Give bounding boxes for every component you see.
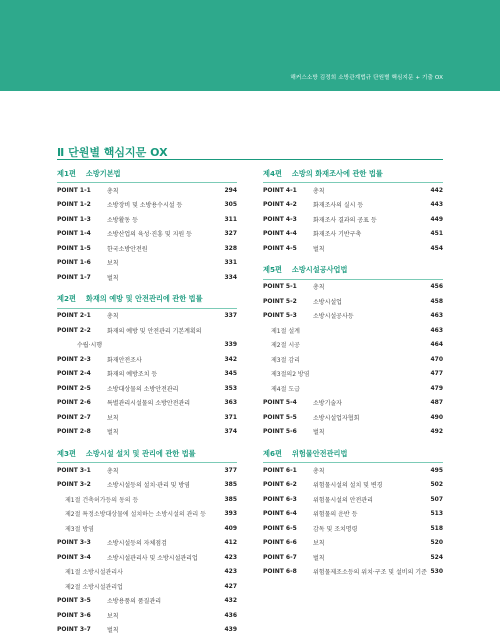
toc-entry[interactable] [263, 478, 443, 493]
entry-page-number: 353 [224, 385, 237, 392]
entry-page-number: 490 [430, 414, 443, 421]
entry-code: POINT 3-7 [57, 626, 107, 633]
toc-entry[interactable] [57, 352, 237, 367]
toc-entry[interactable] [263, 425, 443, 440]
entry-page-number: 339 [224, 341, 237, 348]
entry-title: 한국소방안전원 [107, 244, 224, 253]
entry-page-number: 454 [430, 245, 443, 252]
entry-code: POINT 3-2 [57, 481, 107, 488]
entry-page-number: 502 [430, 481, 443, 488]
entry-page-number: 342 [224, 356, 237, 363]
chapter-title: 화재의 예방 및 안전관리에 관한 법률 [86, 294, 203, 304]
entry-page-number: 305 [224, 201, 237, 208]
entry-page-number: 423 [224, 568, 237, 575]
chapter-title: 소방의 화재조사에 관한 법률 [292, 169, 383, 179]
entry-title: 보칙 [313, 538, 430, 547]
toc-title-rule [57, 159, 443, 160]
toc-entry[interactable] [263, 183, 443, 198]
entry-title: 소방기술자 [313, 398, 430, 407]
entry-title: 소방시설등의 설치·관리 및 방염 [107, 480, 224, 489]
chapter-number: 제2편 [57, 294, 76, 304]
entry-page-number: 470 [430, 356, 443, 363]
entry-page-number: 439 [224, 626, 237, 633]
toc-entry[interactable] [263, 241, 443, 256]
entry-page-number: 331 [224, 259, 237, 266]
toc-entry[interactable] [263, 396, 443, 411]
entry-code: POINT 6-8 [263, 568, 313, 575]
entry-code: POINT 1-6 [57, 259, 107, 266]
entry-code: POINT 4-2 [263, 201, 313, 208]
entry-title: 보칙 [107, 258, 224, 267]
entry-code: POINT 2-8 [57, 428, 107, 435]
toc-entry[interactable] [57, 227, 237, 242]
entry-code: POINT 1-5 [57, 245, 107, 252]
toc-entry[interactable] [263, 212, 443, 227]
entry-code: POINT 5-5 [263, 414, 313, 421]
entry-title: 위험물의 운반 등 [313, 509, 430, 518]
entry-title: 제2절 소방시설관리업 [65, 582, 224, 591]
entry-title: 총칙 [107, 186, 224, 195]
entry-page-number: 513 [430, 510, 443, 517]
entry-code: POINT 6-6 [263, 539, 313, 546]
entry-title: 화재조사의 실시 등 [313, 200, 430, 209]
entry-page-number: 530 [430, 568, 443, 575]
entry-page-number: 363 [224, 399, 237, 406]
toc-entry[interactable] [263, 463, 443, 478]
toc-entry[interactable] [263, 521, 443, 536]
entry-page-number: 518 [430, 525, 443, 532]
entry-title: 벌칙 [107, 625, 224, 634]
entry-code: POINT 6-4 [263, 510, 313, 517]
chapter-heading[interactable] [57, 291, 237, 309]
entry-page-number: 456 [430, 283, 443, 290]
toc-entry[interactable] [57, 198, 237, 213]
toc-entry[interactable] [263, 507, 443, 522]
entry-title: 소방시설관리사 및 소방시설관리업 [107, 553, 224, 562]
entry-page-number: 412 [224, 539, 237, 546]
toc-entry[interactable] [263, 492, 443, 507]
entry-page-number: 449 [430, 216, 443, 223]
chapter-heading[interactable] [263, 165, 443, 183]
chapter-heading[interactable] [263, 262, 443, 280]
chapter-heading[interactable] [57, 165, 237, 183]
entry-page-number: 458 [430, 298, 443, 305]
entry-title: 제3절 감리 [271, 355, 430, 364]
chapter-number: 제3편 [57, 449, 76, 459]
entry-code: POINT 5-1 [263, 283, 313, 290]
toc-entry[interactable] [57, 623, 237, 637]
entry-title: 총칙 [313, 282, 430, 291]
entry-code: POINT 1-4 [57, 230, 107, 237]
chapter-heading[interactable] [263, 445, 443, 463]
entry-code: POINT 2-7 [57, 414, 107, 421]
toc-entry[interactable] [263, 536, 443, 551]
entry-title: 제3절 방염 [65, 524, 224, 533]
toc-entry[interactable] [263, 309, 443, 324]
toc-entry[interactable] [263, 565, 443, 580]
chapter-number: 제5편 [263, 265, 282, 275]
entry-code: POINT 2-1 [57, 312, 107, 319]
entry-code: POINT 1-2 [57, 201, 107, 208]
chapter-number: 제4편 [263, 169, 282, 179]
entry-page-number: 374 [224, 428, 237, 435]
toc-entry[interactable] [57, 594, 237, 609]
entry-title: 총칙 [107, 466, 224, 475]
toc-subentry[interactable] [263, 323, 443, 338]
entry-page-number: 477 [430, 370, 443, 377]
entry-code: POINT 6-3 [263, 496, 313, 503]
entry-page-number: 334 [224, 274, 237, 281]
toc-entry[interactable] [57, 410, 237, 425]
toc-right-column [263, 165, 443, 579]
chapter-number: 제6편 [263, 449, 282, 459]
entry-code: POINT 6-5 [263, 525, 313, 532]
entry-code: POINT 1-7 [57, 274, 107, 281]
entry-title: 화재의 예방 및 안전관리 기본계획의 [107, 326, 237, 335]
toc-entry[interactable] [57, 256, 237, 271]
entry-page-number: 492 [430, 428, 443, 435]
toc-subentry[interactable] [57, 565, 237, 580]
running-header: 해커스소방 김정희 소방관계법규 단원별 핵심지문 + 기출 OX [290, 73, 443, 81]
entry-title: 화재안전조사 [107, 355, 224, 364]
entry-page-number: 520 [430, 539, 443, 546]
entry-title: 제1절 소방시설관리사 [65, 567, 224, 576]
entry-title: 벌칙 [313, 244, 430, 253]
entry-title: 제4절 도급 [271, 384, 430, 393]
entry-page-number: 507 [430, 496, 443, 503]
entry-title: 제2절 시공 [271, 340, 430, 349]
entry-page-number: 495 [430, 467, 443, 474]
toc-subentry[interactable] [263, 367, 443, 382]
entry-title: 위험물시설의 설치 및 변경 [313, 480, 430, 489]
entry-code: POINT 3-5 [57, 597, 107, 604]
entry-title: 소방시설업자협회 [313, 413, 430, 422]
entry-title: 소방장비 및 소방용수시설 등 [107, 200, 224, 209]
entry-code: POINT 3-4 [57, 554, 107, 561]
entry-title: 총칙 [107, 311, 224, 320]
toc-subentry[interactable] [263, 352, 443, 367]
entry-code: POINT 6-7 [263, 554, 313, 561]
entry-title: 벌칙 [313, 427, 430, 436]
toc-entry[interactable] [57, 608, 237, 623]
entry-title: 소방용품의 품질관리 [107, 596, 224, 605]
entry-title: 벌칙 [107, 427, 224, 436]
entry-page-number: 451 [430, 230, 443, 237]
entry-page-number: 385 [224, 481, 237, 488]
entry-page-number: 371 [224, 414, 237, 421]
toc-title: Ⅱ 단원별 핵심지문 OX [57, 144, 168, 160]
toc-entry[interactable] [57, 463, 237, 478]
entry-page-number: 479 [430, 385, 443, 392]
entry-page-number: 524 [430, 554, 443, 561]
toc-subentry[interactable] [57, 507, 237, 522]
entry-page-number: 427 [224, 583, 237, 590]
toc-entry[interactable] [263, 198, 443, 213]
entry-title: 제1절 건축허가등의 동의 등 [65, 495, 224, 504]
entry-title: 화재의 예방조치 등 [107, 369, 224, 378]
entry-page-number: 443 [430, 201, 443, 208]
entry-page-number: 463 [430, 327, 443, 334]
entry-title: 위험물시설의 안전관리 [313, 495, 430, 504]
entry-code: POINT 3-6 [57, 612, 107, 619]
toc-left-column [57, 165, 237, 637]
chapter-title: 소방기본법 [86, 169, 121, 179]
entry-code: POINT 4-3 [263, 216, 313, 223]
entry-page-number: 409 [224, 525, 237, 532]
entry-title: 벌칙 [107, 273, 224, 282]
entry-code: POINT 4-1 [263, 187, 313, 194]
toc-subentry[interactable] [57, 492, 237, 507]
toc-entry[interactable] [57, 381, 237, 396]
entry-code: POINT 1-1 [57, 187, 107, 194]
entry-page-number: 337 [224, 312, 237, 319]
toc-entry[interactable] [57, 183, 237, 198]
entry-title: 위험물제조소등의 위치·구조 및 설비의 기준 [313, 567, 430, 576]
chapter-title: 소방시설 설치 및 관리에 관한 법률 [86, 449, 196, 459]
entry-title: 보칙 [107, 413, 224, 422]
entry-page-number: 393 [224, 510, 237, 517]
entry-code: POINT 5-2 [263, 298, 313, 305]
entry-code: POINT 5-6 [263, 428, 313, 435]
toc-entry[interactable] [263, 280, 443, 295]
entry-code: POINT 6-1 [263, 467, 313, 474]
entry-page-number: 423 [224, 554, 237, 561]
header-band [0, 0, 500, 91]
entry-code: POINT 2-4 [57, 370, 107, 377]
toc-subentry[interactable] [57, 579, 237, 594]
toc-entry[interactable] [57, 536, 237, 551]
entry-title: 화재조사 기반구축 [313, 229, 430, 238]
toc-subentry[interactable] [263, 381, 443, 396]
entry-title: 벌칙 [313, 553, 430, 562]
entry-page-number: 328 [224, 245, 237, 252]
entry-title: 감독 및 조치명령 [313, 524, 430, 533]
toc-entry[interactable] [57, 323, 237, 338]
chapter-heading[interactable] [57, 445, 237, 463]
entry-title: 수립·시행 [77, 340, 224, 349]
entry-code: POINT 4-5 [263, 245, 313, 252]
toc-entry[interactable] [263, 294, 443, 309]
toc-entry[interactable] [57, 550, 237, 565]
toc-entry[interactable] [57, 212, 237, 227]
entry-title: 소방산업의 육성·진흥 및 지원 등 [107, 229, 224, 238]
toc-subentry[interactable] [263, 338, 443, 353]
entry-page-number: 327 [224, 230, 237, 237]
entry-page-number: 311 [224, 216, 237, 223]
chapter-title: 위험물안전관리법 [292, 449, 348, 459]
entry-page-number: 487 [430, 399, 443, 406]
toc-entry[interactable] [57, 309, 237, 324]
entry-title: 특별관리시설물의 소방안전관리 [107, 398, 224, 407]
entry-page-number: 442 [430, 187, 443, 194]
chapter-number: 제1편 [57, 169, 76, 179]
entry-code: POINT 2-5 [57, 385, 107, 392]
chapter-title: 소방시설공사업법 [292, 265, 348, 275]
entry-title: 총칙 [313, 466, 430, 475]
entry-page-number: 464 [430, 341, 443, 348]
toc-entry[interactable] [57, 270, 237, 285]
entry-title: 소방활동 등 [107, 215, 224, 224]
entry-page-number: 463 [430, 312, 443, 319]
entry-code: POINT 5-3 [263, 312, 313, 319]
entry-code: POINT 3-1 [57, 467, 107, 474]
toc-entry[interactable] [57, 396, 237, 411]
toc-entry[interactable] [57, 425, 237, 440]
toc-entry[interactable] [263, 410, 443, 425]
entry-code: POINT 5-4 [263, 399, 313, 406]
toc-entry[interactable] [57, 478, 237, 493]
entry-title: 보칙 [107, 611, 224, 620]
entry-title: 소방시설등의 자체점검 [107, 538, 224, 547]
entry-code: POINT 2-3 [57, 356, 107, 363]
entry-title: 제3절의2 방염 [271, 369, 430, 378]
toc-entry[interactable] [57, 241, 237, 256]
entry-page-number: 432 [224, 597, 237, 604]
entry-title: 총칙 [313, 186, 430, 195]
entry-code: POINT 2-6 [57, 399, 107, 406]
entry-title: 소방대상물의 소방안전관리 [107, 384, 224, 393]
entry-title: 소방시설공사등 [313, 311, 430, 320]
entry-page-number: 385 [224, 496, 237, 503]
entry-code: POINT 6-2 [263, 481, 313, 488]
entry-title: 화재조사 결과의 공표 등 [313, 215, 430, 224]
entry-page-number: 294 [224, 187, 237, 194]
entry-title: 소방시설업 [313, 297, 430, 306]
toc-entry[interactable] [263, 227, 443, 242]
entry-page-number: 377 [224, 467, 237, 474]
entry-title: 제1절 설계 [271, 326, 430, 335]
toc-subentry[interactable] [57, 521, 237, 536]
entry-code: POINT 4-4 [263, 230, 313, 237]
toc-entry[interactable] [57, 338, 237, 353]
toc-entry[interactable] [263, 550, 443, 565]
entry-page-number: 345 [224, 370, 237, 377]
toc-entry[interactable] [57, 367, 237, 382]
entry-code: POINT 2-2 [57, 327, 107, 334]
entry-page-number: 436 [224, 612, 237, 619]
entry-code: POINT 3-3 [57, 539, 107, 546]
entry-code: POINT 1-3 [57, 216, 107, 223]
entry-title: 제2절 특정소방대상물에 설치하는 소방시설의 관리 등 [65, 509, 224, 518]
